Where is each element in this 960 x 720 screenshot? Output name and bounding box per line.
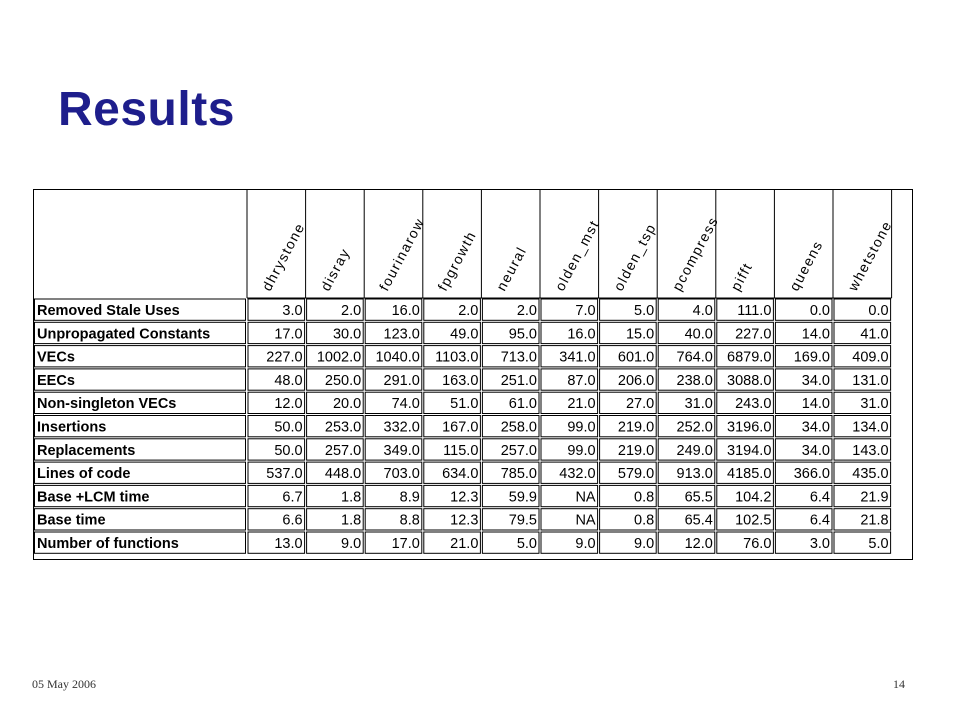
cell-value: 50.0 bbox=[274, 419, 303, 436]
cell-value: 7.0 bbox=[575, 303, 596, 319]
cell-value: 21.0 bbox=[567, 396, 596, 413]
row-label: Replacements bbox=[37, 442, 136, 459]
cell-value: 13.0 bbox=[274, 536, 303, 552]
cell-value: 601.0 bbox=[617, 349, 655, 366]
cell-value: 206.0 bbox=[617, 372, 655, 389]
cell-value: 1.8 bbox=[341, 489, 362, 506]
cell-value: 12.0 bbox=[684, 536, 713, 552]
column-header: pifft bbox=[727, 259, 756, 294]
cell-value: 435.0 bbox=[852, 466, 889, 483]
column-header: olden_tsp bbox=[610, 220, 660, 294]
cell-value: 5.0 bbox=[868, 536, 889, 552]
cell-value: 9.0 bbox=[575, 536, 596, 552]
cell-value: 253.0 bbox=[324, 419, 362, 436]
cell-value: 1.8 bbox=[341, 512, 362, 529]
row-label: VECs bbox=[37, 349, 75, 366]
cell-value: 76.0 bbox=[743, 536, 772, 552]
row-label: Lines of code bbox=[37, 466, 131, 483]
cell-value: 65.5 bbox=[684, 489, 713, 506]
cell-value: 12.3 bbox=[450, 489, 479, 506]
cell-value: 21.8 bbox=[860, 512, 889, 529]
cell-value: 764.0 bbox=[676, 349, 713, 366]
cell-value: 2.0 bbox=[458, 303, 479, 319]
cell-value: 111.0 bbox=[737, 303, 772, 319]
cell-value: 219.0 bbox=[617, 419, 655, 436]
cell-value: 3088.0 bbox=[727, 372, 772, 389]
cell-value: 252.0 bbox=[676, 419, 713, 436]
cell-value: 1040.0 bbox=[375, 349, 420, 366]
cell-value: 34.0 bbox=[801, 372, 830, 389]
cell-value: 143.0 bbox=[852, 442, 889, 459]
cell-value: 21.0 bbox=[450, 536, 479, 552]
cell-value: 6.6 bbox=[282, 512, 303, 529]
row-label: Insertions bbox=[37, 419, 107, 436]
cell-value: 8.8 bbox=[399, 512, 420, 529]
cell-value: 366.0 bbox=[793, 466, 830, 483]
row-label: Base time bbox=[37, 512, 106, 529]
column-header: pcompress bbox=[668, 213, 722, 294]
cell-value: 34.0 bbox=[801, 442, 830, 459]
cell-value: 51.0 bbox=[450, 396, 479, 413]
cell-value: 250.0 bbox=[324, 372, 362, 389]
cell-value: 713.0 bbox=[500, 349, 537, 366]
column-header: fourinarow bbox=[375, 214, 428, 294]
column-header: disray bbox=[317, 244, 354, 294]
cell-value: 41.0 bbox=[860, 326, 889, 343]
cell-value: 87.0 bbox=[567, 372, 596, 389]
cell-value: 227.0 bbox=[735, 326, 772, 343]
cell-value: 537.0 bbox=[266, 466, 303, 483]
cell-value: 134.0 bbox=[852, 419, 889, 436]
cell-value: 219.0 bbox=[617, 442, 655, 459]
cell-value: 16.0 bbox=[391, 303, 420, 319]
cell-value: 0.8 bbox=[634, 512, 655, 529]
cell-value: 432.0 bbox=[559, 466, 596, 483]
cell-value: 9.0 bbox=[341, 536, 362, 552]
cell-value: 4185.0 bbox=[727, 466, 772, 483]
cell-value: 15.0 bbox=[625, 326, 655, 343]
cell-value: 74.0 bbox=[391, 396, 420, 413]
cell-value: 104.2 bbox=[735, 489, 772, 506]
cell-value: 258.0 bbox=[500, 419, 537, 436]
cell-value: 703.0 bbox=[383, 466, 420, 483]
slide-title: Results bbox=[58, 83, 235, 136]
row-label: Number of functions bbox=[37, 536, 179, 552]
cell-value: 3196.0 bbox=[727, 419, 772, 436]
cell-value: 17.0 bbox=[274, 326, 303, 343]
cell-value: 249.0 bbox=[676, 442, 713, 459]
cell-value: 0.0 bbox=[868, 303, 889, 319]
cell-value: 27.0 bbox=[625, 396, 655, 413]
column-header: whetstone bbox=[844, 217, 895, 294]
row-label: Removed Stale Uses bbox=[37, 303, 180, 319]
cell-value: 48.0 bbox=[274, 372, 303, 389]
cell-value: 59.9 bbox=[508, 489, 537, 506]
cell-value: 163.0 bbox=[442, 372, 479, 389]
cell-value: 448.0 bbox=[324, 466, 362, 483]
cell-value: 21.9 bbox=[860, 489, 889, 506]
cell-value: 5.0 bbox=[516, 536, 537, 552]
cell-value: 6.7 bbox=[282, 489, 303, 506]
cell-value: 34.0 bbox=[801, 419, 830, 436]
cell-value: 349.0 bbox=[383, 442, 420, 459]
cell-value: 6.4 bbox=[809, 489, 830, 506]
column-header: queens bbox=[785, 237, 826, 294]
cell-value: 257.0 bbox=[500, 442, 537, 459]
results-table bbox=[33, 189, 913, 560]
column-header: neural bbox=[492, 243, 530, 294]
column-header: fpgrowth bbox=[434, 227, 480, 294]
cell-value: 31.0 bbox=[860, 396, 889, 413]
cell-value: 634.0 bbox=[442, 466, 479, 483]
cell-value: 3.0 bbox=[809, 536, 830, 552]
cell-value: 95.0 bbox=[508, 326, 537, 343]
cell-value: 50.0 bbox=[274, 442, 303, 459]
cell-value: NA bbox=[575, 489, 596, 506]
cell-value: 3.0 bbox=[282, 303, 303, 319]
cell-value: NA bbox=[575, 512, 596, 529]
column-header: dhrystone bbox=[258, 219, 308, 294]
cell-value: 2.0 bbox=[516, 303, 537, 319]
cell-value: 99.0 bbox=[567, 419, 596, 436]
cell-value: 16.0 bbox=[567, 326, 596, 343]
cell-value: 12.3 bbox=[450, 512, 479, 529]
cell-value: 227.0 bbox=[266, 349, 303, 366]
cell-value: 49.0 bbox=[450, 326, 479, 343]
cell-value: 4.0 bbox=[692, 303, 713, 319]
cell-value: 61.0 bbox=[508, 396, 537, 413]
cell-value: 6879.0 bbox=[727, 349, 772, 366]
cell-value: 1002.0 bbox=[316, 349, 362, 366]
cell-value: 79.5 bbox=[508, 512, 537, 529]
column-header: olden_mst bbox=[551, 216, 603, 294]
cell-value: 579.0 bbox=[617, 466, 655, 483]
cell-value: 169.0 bbox=[793, 349, 830, 366]
cell-value: 5.0 bbox=[634, 303, 655, 319]
cell-value: 257.0 bbox=[324, 442, 362, 459]
cell-value: 31.0 bbox=[684, 396, 713, 413]
cell-value: 14.0 bbox=[801, 396, 830, 413]
cell-value: 409.0 bbox=[852, 349, 889, 366]
cell-value: 102.5 bbox=[735, 512, 772, 529]
cell-value: 2.0 bbox=[341, 303, 362, 319]
page-number: 14 bbox=[893, 677, 905, 691]
row-label: Non-singleton VECs bbox=[37, 396, 177, 413]
cell-value: 131.0 bbox=[852, 372, 889, 389]
cell-value: 0.8 bbox=[634, 489, 655, 506]
cell-value: 65.4 bbox=[684, 512, 713, 529]
cell-value: 6.4 bbox=[809, 512, 830, 529]
cell-value: 238.0 bbox=[676, 372, 713, 389]
row-label: Base +LCM time bbox=[37, 489, 150, 506]
cell-value: 12.0 bbox=[274, 396, 303, 413]
cell-value: 3194.0 bbox=[727, 442, 772, 459]
cell-value: 0.0 bbox=[809, 303, 830, 319]
cell-value: 17.0 bbox=[391, 536, 420, 552]
cell-value: 9.0 bbox=[634, 536, 655, 552]
cell-value: 913.0 bbox=[676, 466, 713, 483]
cell-value: 99.0 bbox=[567, 442, 596, 459]
results-table-graphic bbox=[33, 189, 913, 560]
cell-value: 332.0 bbox=[383, 419, 420, 436]
cell-value: 1103.0 bbox=[435, 349, 479, 366]
cell-value: 251.0 bbox=[500, 372, 537, 389]
cell-value: 115.0 bbox=[443, 442, 479, 459]
cell-value: 40.0 bbox=[684, 326, 713, 343]
cell-value: 8.9 bbox=[399, 489, 420, 506]
row-label: EECs bbox=[37, 372, 75, 389]
cell-value: 14.0 bbox=[801, 326, 830, 343]
cell-value: 20.0 bbox=[332, 396, 362, 413]
cell-value: 167.0 bbox=[442, 419, 479, 436]
cell-value: 243.0 bbox=[735, 396, 772, 413]
footer-date: 05 May 2006 bbox=[32, 677, 96, 691]
row-label: Unpropagated Constants bbox=[37, 326, 211, 343]
cell-value: 123.0 bbox=[383, 326, 420, 343]
cell-value: 291.0 bbox=[383, 372, 420, 389]
cell-value: 30.0 bbox=[332, 326, 362, 343]
cell-value: 785.0 bbox=[500, 466, 537, 483]
cell-value: 341.0 bbox=[559, 349, 596, 366]
